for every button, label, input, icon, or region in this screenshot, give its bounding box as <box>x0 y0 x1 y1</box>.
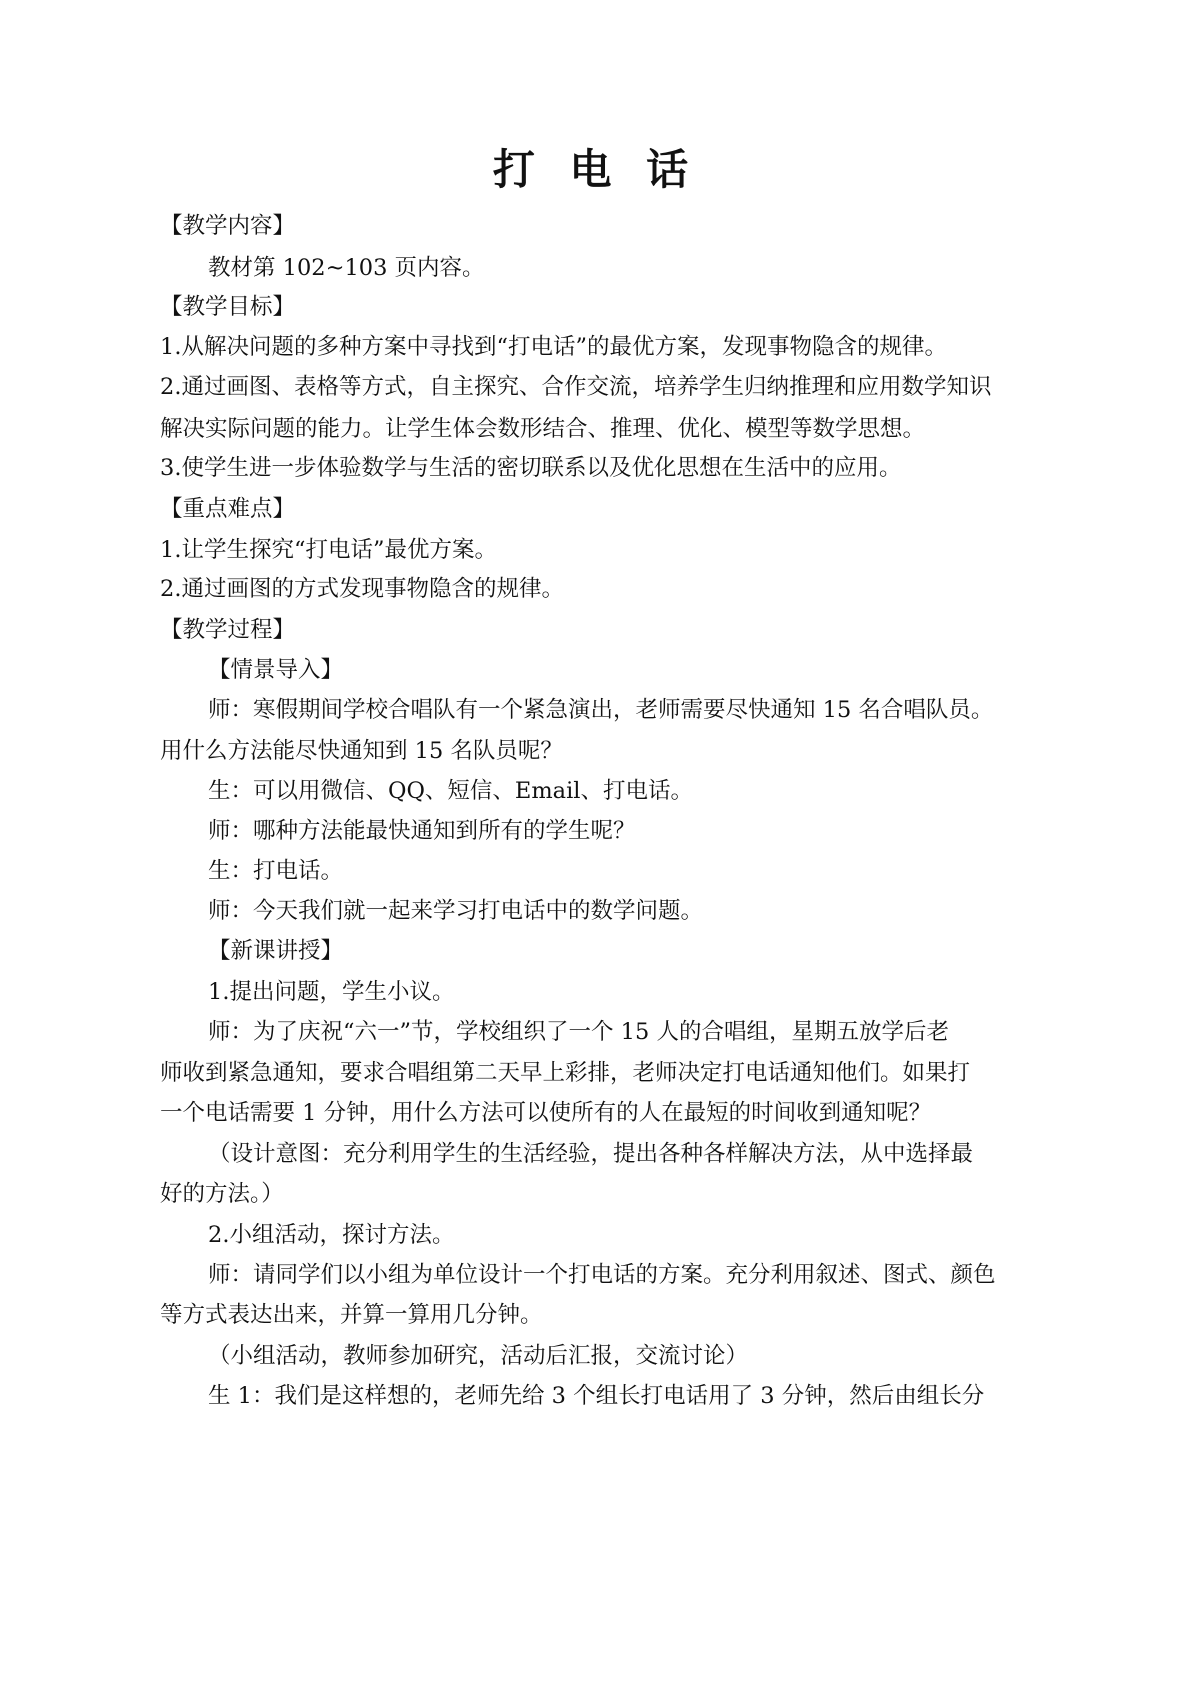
subheading-new-lesson: 【新课讲授】 <box>208 938 344 964</box>
subheading-scene-intro: 【情景导入】 <box>208 657 344 683</box>
paragraph-line: 2.小组活动，探讨方法。 <box>208 1222 455 1248</box>
paragraph-line: 2.通过画图、表格等方式，自主探究、合作交流，培养学生归纳推理和应用数学知识 <box>160 374 992 400</box>
paragraph-line: 生：打电话。 <box>208 858 344 884</box>
paragraph-line: 师：今天我们就一起来学习打电话中的数学问题。 <box>208 898 704 924</box>
paragraph-line: 用什么方法能尽快通知到 15 名队员呢？ <box>160 738 563 764</box>
paragraph-line: （小组活动，教师参加研究，活动后汇报，交流讨论） <box>208 1343 749 1369</box>
heading-teaching-goals: 【教学目标】 <box>160 294 296 320</box>
paragraph-line: 等方式表达出来，并算一算用几分钟。 <box>160 1302 543 1328</box>
paragraph-line: 3.使学生进一步体验数学与生活的密切联系以及优化思想在生活中的应用。 <box>160 455 902 481</box>
paragraph-line: 生：可以用微信、QQ、短信、Email、打电话。 <box>208 778 693 804</box>
paragraph-line: 解决实际问题的能力。让学生体会数形结合、推理、优化、模型等数学思想。 <box>160 416 926 442</box>
paragraph-line: 生 1：我们是这样想的，老师先给 3 个组长打电话用了 3 分钟，然后由组长分 <box>208 1383 985 1409</box>
paragraph-line: 1.让学生探究“打电话”最优方案。 <box>160 537 497 563</box>
paragraph-line: （设计意图：充分利用学生的生活经验，提出各种各样解决方法，从中选择最 <box>208 1141 974 1167</box>
paragraph-line: 师：寒假期间学校合唱队有一个紧急演出，老师需要尽快通知 15 名合唱队员。 <box>208 697 994 723</box>
paragraph-line: 师收到紧急通知，要求合唱组第二天早上彩排，老师决定打电话通知他们。如果打 <box>160 1060 971 1086</box>
heading-teaching-content: 【教学内容】 <box>160 213 296 239</box>
paragraph-line: 1.从解决问题的多种方案中寻找到“打电话”的最优方案，发现事物隐含的规律。 <box>160 334 947 360</box>
paragraph-line: 2.通过画图的方式发现事物隐含的规律。 <box>160 576 564 602</box>
paragraph-line: 师：为了庆祝“六一”节，学校组织了一个 15 人的合唱组，星期五放学后老 <box>208 1019 949 1045</box>
paragraph-line: 师：请同学们以小组为单位设计一个打电话的方案。充分利用叙述、图式、颜色 <box>208 1262 996 1288</box>
paragraph-line: 师：哪种方法能最快通知到所有的学生呢？ <box>208 818 636 844</box>
paragraph-line: 教材第 102~103 页内容。 <box>208 255 485 281</box>
document-title: 打 电 话 <box>492 145 699 194</box>
paragraph-line: 好的方法。） <box>160 1181 284 1207</box>
paragraph-line: 1.提出问题，学生小议。 <box>208 979 455 1005</box>
heading-teaching-process: 【教学过程】 <box>160 617 296 643</box>
heading-key-points: 【重点难点】 <box>160 496 296 522</box>
paragraph-line: 一个电话需要 1 分钟，用什么方法可以使所有的人在最短的时间收到通知呢？ <box>160 1100 932 1126</box>
